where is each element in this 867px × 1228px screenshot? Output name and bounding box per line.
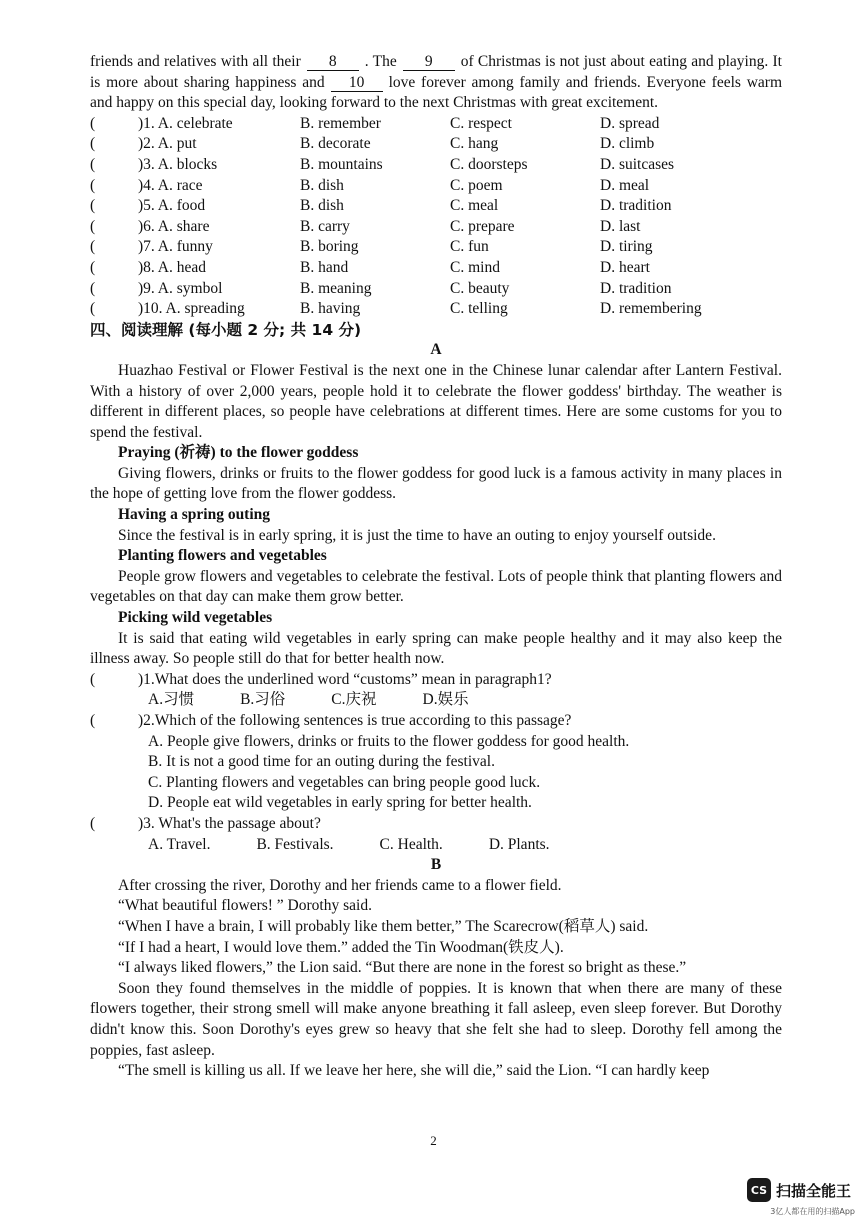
passage-b-line: “What beautiful flowers! ” Dorothy said. xyxy=(118,897,372,915)
passage-a-section-text: It is said that eating wild vegetables in early spring can make people healthy and it may also keep the illness away. So people still do that for better health now. xyxy=(90,629,782,668)
option-c: C. doorsteps xyxy=(450,155,528,173)
option-b: B. carry xyxy=(300,217,350,235)
option-a: )10. A. spreading xyxy=(138,300,245,318)
choice-a: A. Travel. xyxy=(148,835,211,853)
option-c: C. poem xyxy=(450,176,503,194)
answer-paren: ( xyxy=(90,300,96,318)
passage-b-line: “When I have a brain, I will probably like them better,” The Scarecrow(稻草人) said. xyxy=(118,917,649,935)
option-a: )4. A. race xyxy=(138,176,203,194)
option-c: C. prepare xyxy=(450,217,515,235)
option-d: D. spread xyxy=(600,114,660,132)
exam-page xyxy=(90,52,782,1082)
choice-c: C. Health. xyxy=(379,835,443,853)
answer-paren: ( xyxy=(90,258,96,276)
passage-b-paragraph: “The smell is killing us all. If we leave her here, she will die,” said the Lion. “I can hardly keep xyxy=(118,1062,710,1080)
passage-b-line: After crossing the river, Dorothy and her friends came to a flower field. xyxy=(118,876,562,894)
scanner-app-name: 扫描全能王 xyxy=(775,1181,851,1200)
passage-a-section-text: People grow flowers and vegetables to celebrate the festival. Lots of people think that planting flowers and vegetables on that day can make them grow better. xyxy=(90,567,782,606)
option-b: B. meaning xyxy=(300,279,372,297)
text-fragment: playing. It is more about sharing happiness and xyxy=(90,53,782,91)
option-d: D. meal xyxy=(600,176,650,194)
blank-9: 9 xyxy=(403,53,455,71)
passage-b-letter: B xyxy=(430,856,442,874)
option-b: B. remember xyxy=(300,114,381,132)
cloze-option-row xyxy=(90,196,782,217)
option-c: C. meal xyxy=(450,197,499,215)
scanner-watermark xyxy=(747,1178,851,1202)
option-a: )9. A. symbol xyxy=(138,279,223,297)
option-c: C. respect xyxy=(450,114,512,132)
passage-a-letter: A xyxy=(430,341,442,359)
answer-paren: ( xyxy=(90,217,96,235)
choice-c: C.庆祝 xyxy=(331,691,377,709)
choice-d: D.娱乐 xyxy=(422,691,469,709)
text-fragment: friends and relatives with all their xyxy=(90,53,301,70)
choice-a: A.习惯 xyxy=(148,691,195,709)
answer-paren: ( xyxy=(90,176,96,194)
option-b: B. dish xyxy=(300,176,344,194)
passage-a-subheading: Planting flowers and vegetables xyxy=(118,547,327,565)
option-c: C. telling xyxy=(450,300,508,318)
option-d: D. suitcases xyxy=(600,155,675,173)
option-a: )2. A. put xyxy=(138,135,197,153)
passage-b-line: “I always liked flowers,” the Lion said. “But there are none in the forest so bright as these.” xyxy=(118,959,687,977)
option-a: )8. A. head xyxy=(138,258,207,276)
cloze-option-row xyxy=(90,299,782,320)
blank-10: 10 xyxy=(331,74,383,92)
passage-a-intro: Huazhao Festival or Flower Festival is the next one in the Chinese lunar calendar after Lantern Festival. With a history of over 2,000 years, people hold it to celebrate the flower goddess' birthday. The weather is different in different places, so people have celebrations at different times. Here are some customs for you to spend the festival. xyxy=(90,361,782,441)
answer-paren: ( xyxy=(90,712,96,729)
option-b: B. decorate xyxy=(300,135,371,153)
scanner-logo-icon: CS xyxy=(747,1178,771,1202)
cloze-option-row xyxy=(90,258,782,279)
question-1 xyxy=(90,670,782,691)
choice-b: B. It is not a good time for an outing during the festival. xyxy=(148,753,495,771)
text-fragment: love forever among family and friends. xyxy=(388,73,641,91)
choice-d: D. People eat wild vegetables in early spring for better health. xyxy=(148,794,532,812)
cloze-option-row xyxy=(90,217,782,238)
blank-8: 8 xyxy=(307,53,359,71)
answer-paren: ( xyxy=(90,135,96,153)
answer-paren: ( xyxy=(90,279,96,297)
option-d: D. tiring xyxy=(600,238,653,256)
passage-a-subheading: Picking wild vegetables xyxy=(118,609,273,627)
scanner-tagline: 3亿人都在用的扫描App xyxy=(770,1207,855,1216)
choice-c: C. Planting flowers and vegetables can bring people good luck. xyxy=(148,773,541,791)
question-3 xyxy=(90,814,782,835)
passage-b-paragraph: Soon they found themselves in the middle of poppies. It is known that when there are many of these flowers together, their strong smell will make anyone breathing it fall asleep, even sleep forever. But Dorothy didn't know this. Soon Dorothy's eyes grew so heavy that she felt she had to sleep. Dorothy fell among the poppies, fast asleep. xyxy=(90,979,782,1059)
option-b: B. dish xyxy=(300,197,344,215)
passage-a-subheading: Praying (祈祷) to the flower goddess xyxy=(118,444,359,462)
cloze-option-row xyxy=(90,237,782,258)
option-c: C. fun xyxy=(450,238,489,256)
option-b: B. having xyxy=(300,300,361,318)
choice-a: A. People give flowers, drinks or fruits to the flower goddess for good health. xyxy=(148,732,630,750)
option-c: C. hang xyxy=(450,135,499,153)
intro-paragraph-line1 xyxy=(90,52,782,114)
question-text: )1.What does the underlined word “customs” mean in paragraph1? xyxy=(138,670,552,688)
answer-paren: ( xyxy=(90,814,96,832)
option-a: )1. A. celebrate xyxy=(138,114,233,132)
option-b: B. mountains xyxy=(300,155,383,173)
cloze-option-row xyxy=(90,155,782,176)
cloze-option-row xyxy=(90,114,782,135)
passage-b-line: “If I had a heart, I would love them.” added the Tin Woodman(铁皮人). xyxy=(118,938,564,956)
answer-paren: ( xyxy=(90,155,96,173)
option-d: D. tradition xyxy=(600,279,672,297)
option-a: )6. A. share xyxy=(138,217,210,235)
cloze-option-row xyxy=(90,134,782,155)
option-d: D. climb xyxy=(600,135,655,153)
answer-paren: ( xyxy=(90,114,96,132)
passage-a-section-text: Since the festival is in early spring, it is just the time to have an outing to enjoy yourself outside. xyxy=(118,526,716,544)
passage-a-section-text: Giving flowers, drinks or fruits to the flower goddess for good luck is a famous activity in many places in the hope of getting love from the flower goddess. xyxy=(90,464,782,503)
option-b: B. boring xyxy=(300,238,359,256)
choice-b: B.习俗 xyxy=(240,691,286,709)
option-c: C. mind xyxy=(450,258,500,276)
option-a: )5. A. food xyxy=(138,197,206,215)
cloze-option-row xyxy=(90,176,782,197)
choice-d: D. Plants. xyxy=(488,835,550,853)
text-fragment: of Christmas is not just about eating and xyxy=(460,53,714,70)
option-d: D. tradition xyxy=(600,197,672,215)
text-fragment: . The xyxy=(364,53,397,70)
page-number: 2 xyxy=(430,1133,437,1148)
question-2 xyxy=(90,711,782,732)
question-1-choices xyxy=(90,690,782,711)
choice-b: B. Festivals. xyxy=(256,835,334,853)
option-d: D. heart xyxy=(600,258,650,276)
section-heading: 四、阅读理解 (每小题 2 分; 共 14 分) xyxy=(90,320,362,339)
text-fragment: Everyone feels warm and happy on this special day, looking forward to the next Christmas with great excitement. xyxy=(90,73,782,112)
cloze-options-list xyxy=(90,114,782,320)
option-d: D. last xyxy=(600,217,641,235)
question-text: )3. What's the passage about? xyxy=(138,814,321,832)
option-d: D. remembering xyxy=(600,300,702,318)
question-3-choices xyxy=(90,835,782,856)
cloze-option-row xyxy=(90,279,782,300)
answer-paren: ( xyxy=(90,238,96,256)
passage-a-subheading: Having a spring outing xyxy=(118,506,271,524)
option-a: )7. A. funny xyxy=(138,238,213,256)
question-text: )2.Which of the following sentences is true according to this passage? xyxy=(138,712,572,729)
option-c: C. beauty xyxy=(450,279,510,297)
option-b: B. hand xyxy=(300,258,349,276)
answer-paren: ( xyxy=(90,197,96,215)
answer-paren: ( xyxy=(90,670,96,688)
option-a: )3. A. blocks xyxy=(138,155,218,173)
